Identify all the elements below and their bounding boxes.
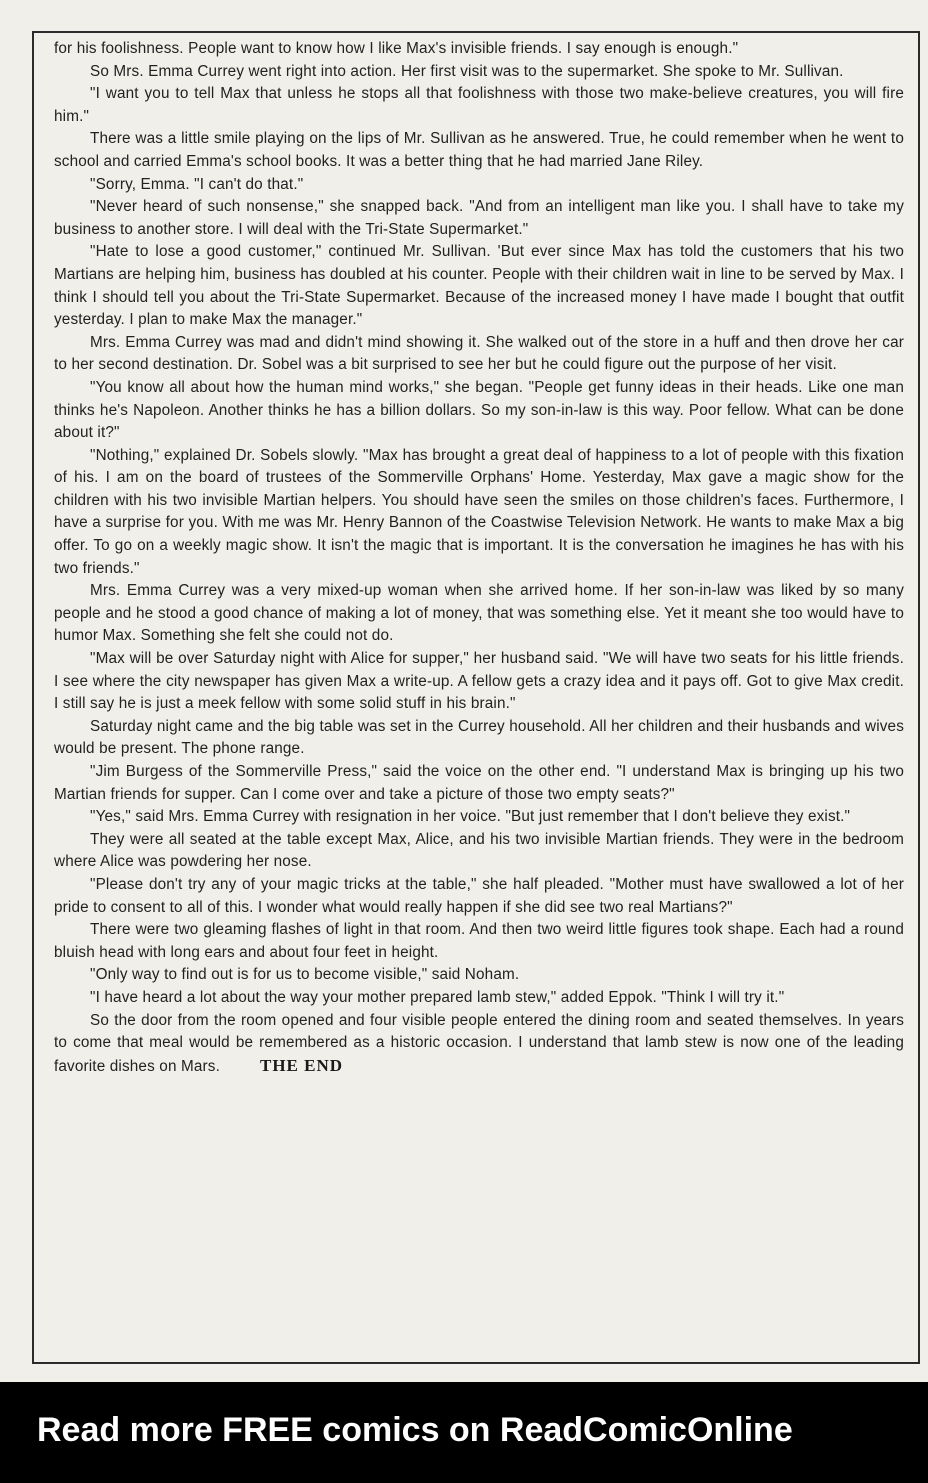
story-paragraph-final-text: So the door from the room opened and four visible people entered the dining room and seated themselves. In years to come that meal would be remembered as a historic occasion. I understand that lamb stew is now one of the leading favorite dishes on Mars. [54, 1011, 904, 1075]
promo-banner[interactable] [0, 1382, 928, 1483]
story-paragraph: So Mrs. Emma Currey went right into action. Her first visit was to the supermarket. She spoke to Mr. Sullivan. [90, 62, 844, 80]
story-paragraph: "Sorry, Emma. "I can't do that." [90, 175, 304, 193]
story-paragraph: "Never heard of such nonsense," she snapped back. "And from an intelligent man like you. I shall have to take my business to another store. I will deal with the Tri-State Supermarket." [54, 198, 904, 238]
story-paragraph: Mrs. Emma Currey was mad and didn't mind showing it. She walked out of the store in a huff and then drove her car to her second destination. Dr. Sobel was a bit surprised to see her but he could figure out the purpose of her visit. [54, 333, 904, 374]
story-paragraph: "Hate to lose a good customer," continued Mr. Sullivan. 'But ever since Max has told the customers that his two Martians are helping him, business has doubled at his counter. People with their children wait in line to be served by Max. I think I should tell you about the Tri-State Supermarket. Because of the increased money I have made I bought that outfit yesterday. I plan to make Max the manager." [54, 243, 904, 329]
story-paragraph: "Max will be over Saturday night with Alice for supper," her husband said. "We will have two seats for his little friends. I see where the city newspaper has given Max a write-up. A fellow gets a crazy idea and it pays off. Got to give Max credit. I still say he is just a meek fellow with some solid stuff in his brain." [54, 650, 904, 713]
story-paragraph: "I want you to tell Max that unless he stops all that foolishness with those two make-believe creatures, you will fire him." [54, 85, 904, 125]
story-paragraph: They were all seated at the table except Max, Alice, and his two invisible Martian friends. They were in the bedroom where Alice was powdering her nose. [54, 830, 904, 871]
story-paragraph: "I have heard a lot about the way your mother prepared lamb stew," added Eppok. "Think I will try it." [90, 988, 785, 1006]
story-paragraph: "Yes," said Mrs. Emma Currey with resignation in her voice. "But just remember that I don't believe they exist." [90, 808, 851, 826]
story-text-frame [32, 31, 920, 1364]
story-paragraph: "Please don't try any of your magic tricks at the table," she half pleaded. "Mother must have swallowed a lot of her pride to consent to all of this. I wonder what would really happen if she did see two real Martians?" [54, 875, 904, 916]
story-paragraph: "Nothing," explained Dr. Sobels slowly. "Max has brought a great deal of happiness to a lot of people with this fixation of his. I am on the board of trustees of the Sommerville Orphans' Home. Yesterday, Max gave a magic show for the children with his two invisible Martian helpers. You should have seen the smiles on those children's faces. Furthermore, I have a surprise for you. With me was Mr. Henry Bannon of the Coastwise Television Network. He wants to make Max a big offer. To go on a weekly magic show. It isn't the magic that is important. It is the conversation he imagines he has with his two friends." [54, 446, 904, 577]
story-paragraph: There were two gleaming flashes of light in that room. And then two weird little figures took shape. Each had a round bluish head with long ears and about four feet in height. [54, 921, 904, 961]
story-paragraph: There was a little smile playing on the lips of Mr. Sullivan as he answered. True, he could remember when he went to school and carried Emma's school books. It was a better thing that he had married Jane Riley. [54, 130, 904, 170]
story-body [54, 38, 904, 1078]
story-paragraph: Mrs. Emma Currey was a very mixed-up woman when she arrived home. If her son-in-law was liked by so many people and he stood a good chance of making a lot of money, that was something else. Yet it meant she too would have to humor Max. Something she felt she could not do. [54, 582, 904, 645]
story-paragraph: "Jim Burgess of the Sommerville Press," said the voice on the other end. "I understand Max is bringing up his two Martian friends for supper. Can I come over and take a picture of those two empty seats?" [54, 763, 904, 803]
story-paragraph-final [54, 1010, 904, 1079]
story-paragraph: for his foolishness. People want to know how I like Max's invisible friends. I say enough is enough." [54, 40, 739, 57]
promo-banner-text[interactable]: Read more FREE comics on ReadComicOnline [37, 1411, 793, 1449]
story-paragraph: Saturday night came and the big table was set in the Currey household. All her children and their husbands and wives would be present. The phone range. [54, 717, 904, 758]
story-paragraph: "You know all about how the human mind works," she began. "People get funny ideas in their heads. Like one man thinks he's Napoleon. Another thinks he has a billion dollars. So my son-in-law is this way. Poor fellow. What can be done about it?" [54, 378, 904, 442]
the-end-mark: THE END [260, 1055, 344, 1075]
story-paragraph: "Only way to find out is for us to become visible," said Noham. [90, 966, 520, 984]
